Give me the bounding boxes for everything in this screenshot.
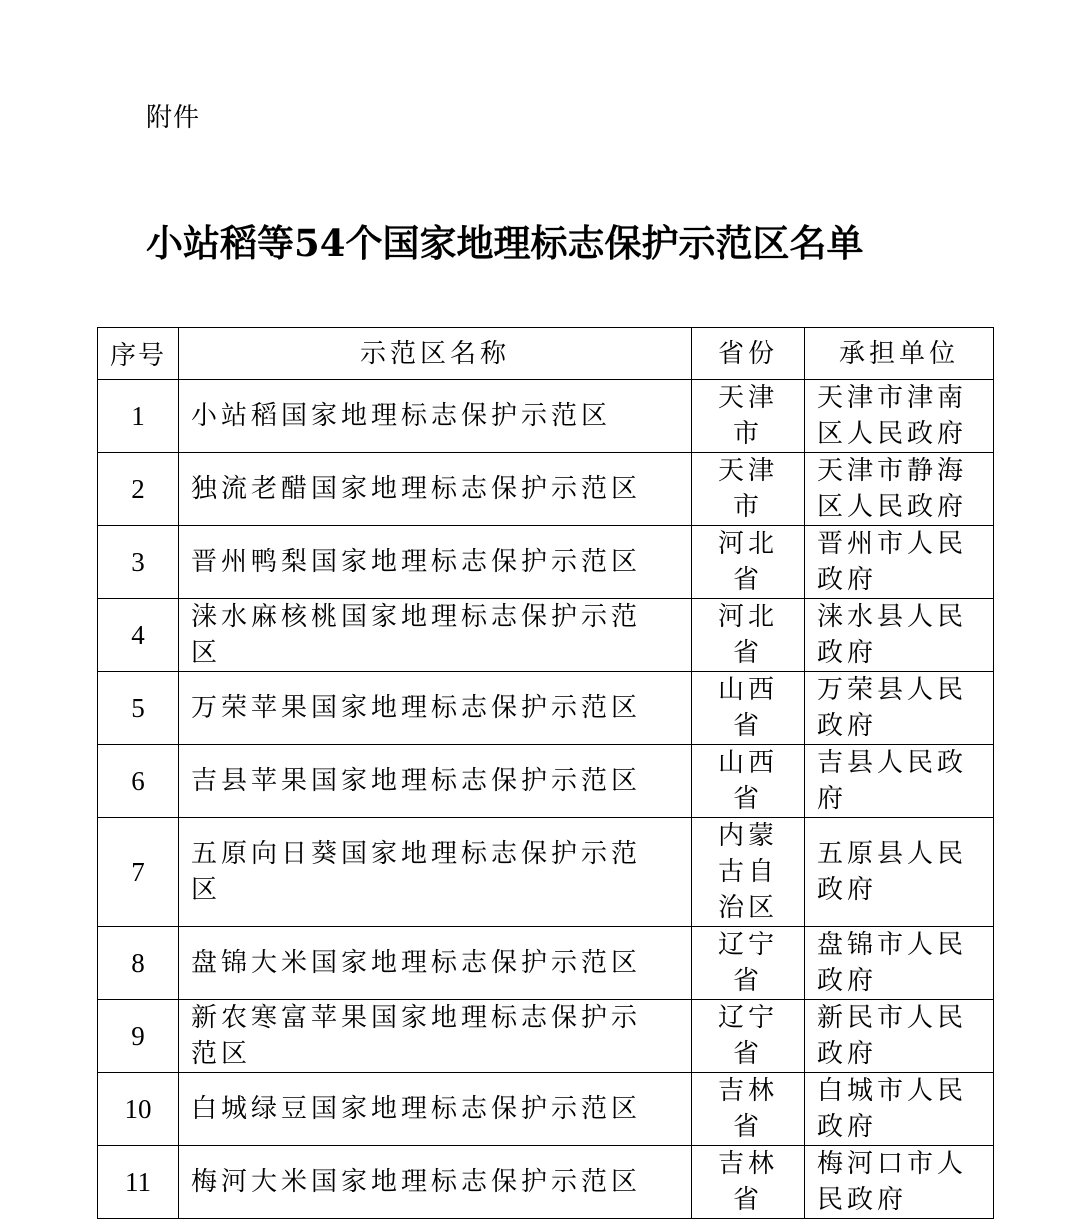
row-province: 天津市	[717, 456, 778, 522]
row-name: 梅河大米国家地理标志保护示范区	[191, 1167, 642, 1197]
row-name: 盘锦大米国家地理标志保护示范区	[191, 948, 642, 978]
header-name: 示范区名称	[179, 328, 692, 380]
row-unit: 五原县人民政府	[817, 839, 968, 905]
table-row	[98, 453, 994, 526]
row-index: 6	[98, 745, 179, 818]
row-name: 涞水麻核桃国家地理标志保护示范区	[191, 602, 642, 668]
table-row	[98, 1000, 994, 1073]
row-index: 11	[98, 1146, 179, 1219]
table-row	[98, 818, 994, 927]
table-row	[98, 599, 994, 672]
table-row	[98, 1073, 994, 1146]
table-row	[98, 526, 994, 599]
row-name: 新农寒富苹果国家地理标志保护示范区	[191, 1003, 642, 1069]
row-province: 河北省	[717, 602, 778, 668]
row-unit: 梅河口市人民政府	[817, 1149, 968, 1215]
table-row	[98, 380, 994, 453]
header-province: 省份	[692, 328, 805, 380]
table-row	[98, 672, 994, 745]
row-province: 辽宁省	[717, 930, 778, 996]
row-name: 吉县苹果国家地理标志保护示范区	[191, 766, 642, 796]
row-unit: 白城市人民政府	[817, 1076, 968, 1142]
demonstration-zone-table	[97, 327, 994, 1219]
row-name: 晋州鸭梨国家地理标志保护示范区	[191, 547, 642, 577]
row-name: 白城绿豆国家地理标志保护示范区	[191, 1094, 642, 1124]
row-province: 天津市	[717, 383, 778, 449]
row-index: 7	[98, 818, 179, 927]
row-unit: 天津市静海区人民政府	[817, 456, 968, 522]
row-unit: 涞水县人民政府	[817, 602, 968, 668]
row-index: 4	[98, 599, 179, 672]
row-unit: 万荣县人民政府	[817, 675, 968, 741]
row-index: 5	[98, 672, 179, 745]
row-unit: 天津市津南区人民政府	[817, 383, 968, 449]
row-province: 河北省	[717, 529, 778, 595]
table-header-row	[98, 328, 994, 380]
table-row	[98, 1146, 994, 1219]
row-index: 10	[98, 1073, 179, 1146]
row-unit: 盘锦市人民政府	[817, 930, 968, 996]
document-title: 小站稻等54个国家地理标志保护示范区名单	[146, 221, 864, 265]
row-index: 3	[98, 526, 179, 599]
row-unit: 新民市人民政府	[817, 1003, 968, 1069]
row-name: 万荣苹果国家地理标志保护示范区	[191, 693, 642, 723]
table-row	[98, 745, 994, 818]
attachment-label: 附件	[146, 103, 201, 133]
table-row	[98, 927, 994, 1000]
header-index: 序号	[98, 328, 179, 380]
header-unit: 承担单位	[805, 328, 994, 380]
row-name: 五原向日葵国家地理标志保护示范区	[191, 839, 642, 905]
row-province: 内蒙古自治区	[717, 821, 778, 923]
row-name: 独流老醋国家地理标志保护示范区	[191, 474, 642, 504]
row-name: 小站稻国家地理标志保护示范区	[191, 401, 612, 431]
row-province: 吉林省	[717, 1076, 778, 1142]
row-province: 吉林省	[717, 1149, 778, 1215]
row-index: 2	[98, 453, 179, 526]
row-index: 1	[98, 380, 179, 453]
row-province: 辽宁省	[717, 1003, 778, 1069]
row-province: 山西省	[717, 675, 778, 741]
row-index: 8	[98, 927, 179, 1000]
row-index: 9	[98, 1000, 179, 1073]
row-province: 山西省	[717, 748, 778, 814]
row-unit: 吉县人民政府	[817, 748, 968, 814]
row-unit: 晋州市人民政府	[817, 529, 968, 595]
